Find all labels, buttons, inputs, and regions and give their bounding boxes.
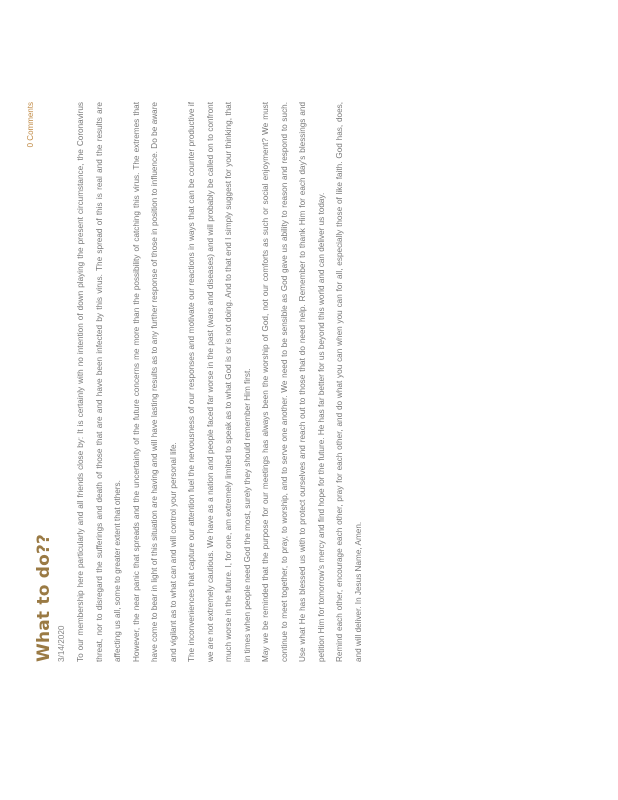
- post-paragraph: Remind each other, encourage each other, pray for each other, and do what you can when you can for all, especially those of like faith. God has, does, and will deliver. In Jesus Name, Amen.: [335, 102, 363, 662]
- post-paragraph: However, the near panic that spreads and the uncertainty of the future concerns me more than the possibility of catching this virus. The extremes that have come to bear in light of this situation are having and will have lasting results as to any further response of those in position to influence. Do be aware and vigilant as to what can and will control your personal life.: [131, 102, 178, 662]
- post-header: [26, 102, 54, 662]
- comments-link[interactable]: 0 Comments: [26, 102, 35, 148]
- post-date: 3/14/2020: [57, 625, 66, 662]
- post-paragraph: To our membership here particularly and all friends close by: It is certainly with no intention of down playing the present circumstance, the Coronavirus threat, nor to disregard the sufferings and death of those that are and have been infected by this virus. The spread of this is real and the results are affecting us all, some to greater extent that others.: [76, 102, 122, 662]
- post-title[interactable]: What to do??: [34, 533, 54, 662]
- post-body: [72, 102, 368, 662]
- post-paragraph: May we be reminded that the purpose for our meetings has always been the worship of God, not our comforts as such or social enjoyment? We must continue to meet together, to pray, to worship, and to serve one another. We need to be sensible as God gave us ability to reason and respond to such. Use what He has blessed us with to protect ourselves and reach out to those that do need help. Remember to thank Him for each day's blessings and petition Him for tomorrow's mercy and find hope for the future. He has far better for us beyond this world and can deliver us today.: [261, 102, 326, 662]
- blog-post: [26, 102, 368, 662]
- post-paragraph: The inconveniences that capture our attention fuel the nervousness of our responses and motivate our reactions in ways that can be counter productive if we are not extremely cautious. We have as a nation and people faced far worse in the past (wars and diseases) and will probably be called on to confront much worse in the future. I, for one, am extremely limited to speak as to what God is or is not doing. And to that end I simply suggest for your thinking, that in times when people need God the most, surely they should remember Him first.: [187, 102, 252, 662]
